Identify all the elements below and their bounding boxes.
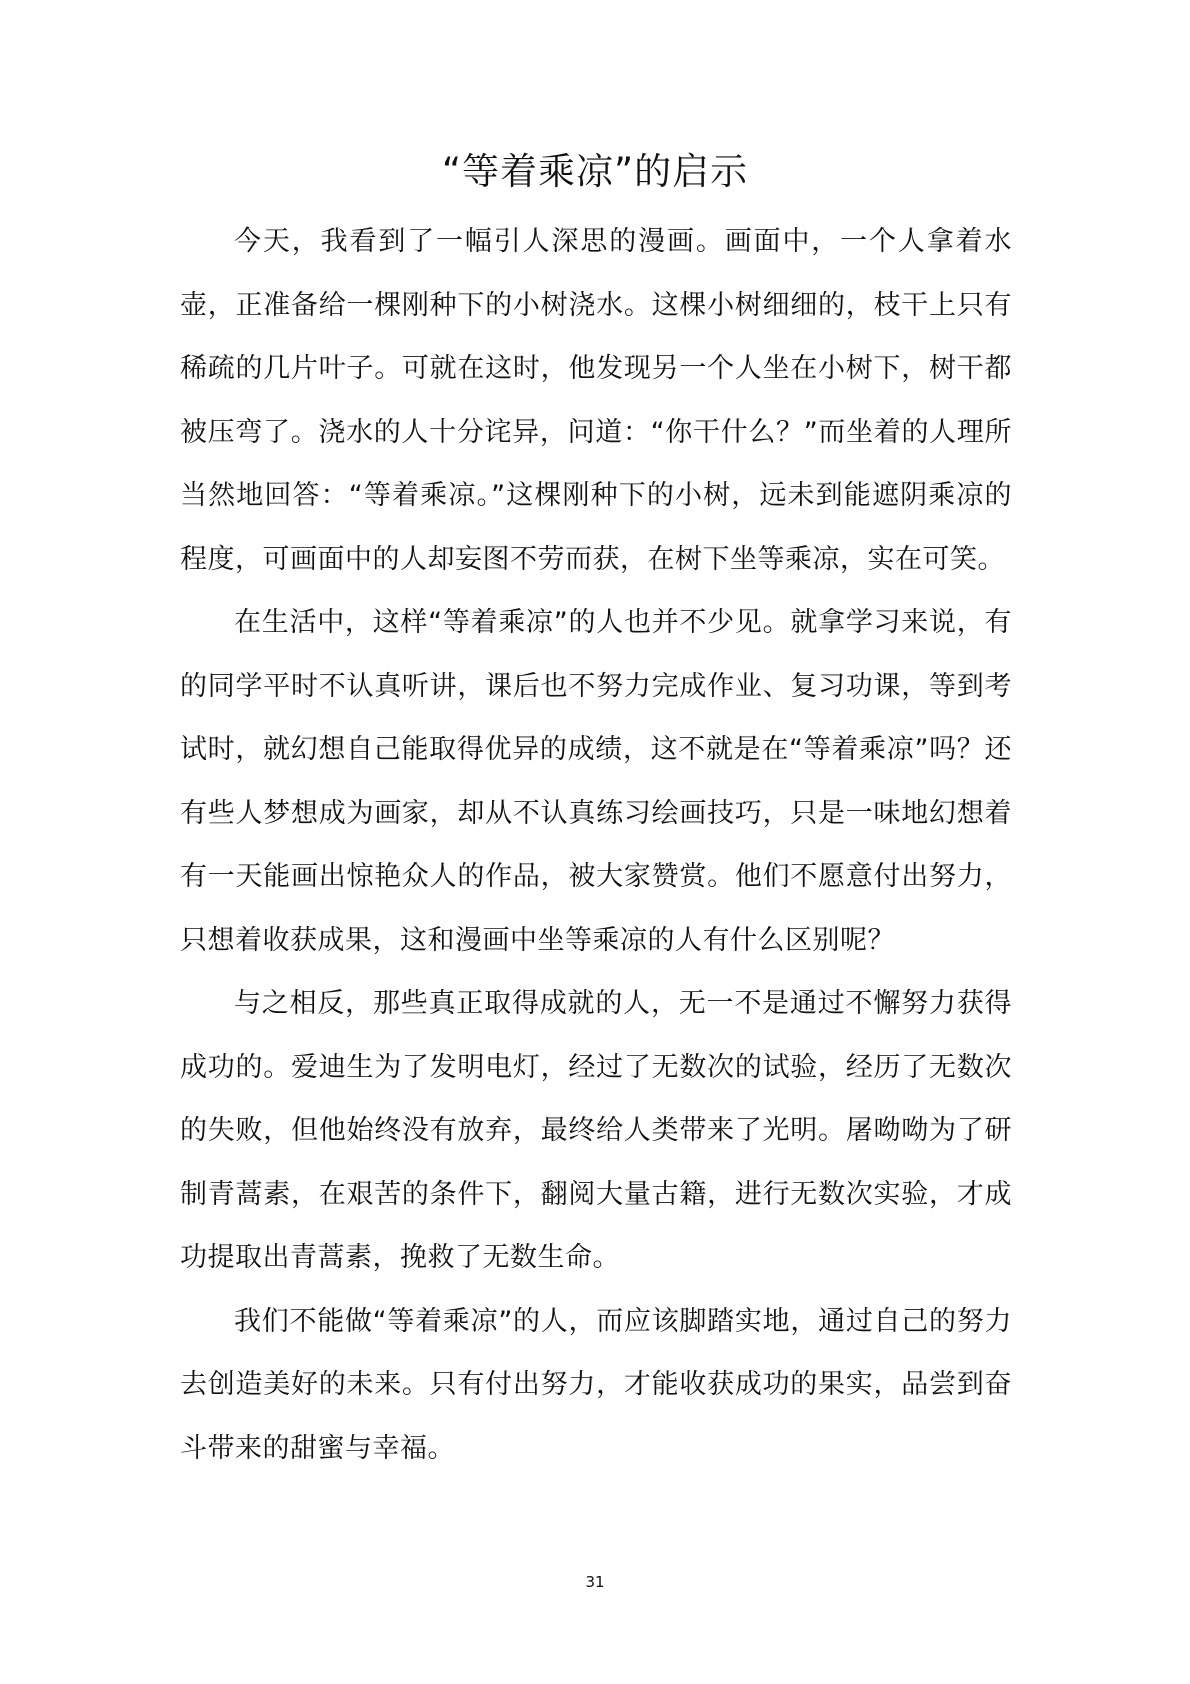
paragraph-3: 与之相反，那些真正取得成就的人，无一不是通过不懈努力获得成功的。爱迪生为了发明电灯，经过了无数次的试验，经历了无数次的失败，但他始终没有放弃，最终给人类带来了光明。屠呦呦为了研制青蒿素，在艰苦的条件下，翻阅大量古籍，进行无数次实验，才成功提取出青蒿素，挽救了无数生命。 xyxy=(180,988,1012,1273)
paragraph-4: 我们不能做“等着乘凉”的人，而应该脚踏实地，通过自己的努力去创造美好的未来。只有付出努力，才能收获成功的果实，品尝到奋斗带来的甜蜜与幸福。 xyxy=(180,1305,1012,1464)
paragraph-1: 今天，我看到了一幅引人深思的漫画。画面中，一个人拿着水壶，正准备给一棵刚种下的小树浇水。这棵小树细细的，枝干上只有稀疏的几片叶子。可就在这时，他发现另一个人坐在小树下，树干都被压弯了。浇水的人十分诧异，问道：“你干什么？”而坐着的人理所当然地回答：“等着乘凉。”这棵刚种下的小树，远未到能遮阴乘凉的程度，可画面中的人却妄图不劳而获，在树下坐等乘凉，实在可笑。 xyxy=(180,226,1012,575)
essay-title: “等着乘凉”的启示 xyxy=(441,150,749,193)
page-number: 31 xyxy=(585,1573,605,1591)
paragraph-2: 在生活中，这样“等着乘凉”的人也并不少见。就拿学习来说，有的同学平时不认真听讲，课后也不努力完成作业、复习功课，等到考试时，就幻想自己能取得优异的成绩，这不就是在“等着乘凉”吗？还有些人梦想成为画家，却从不认真练习绘画技巧，只是一味地幻想着有一天能画出惊艳众人的作品，被大家赞赏。他们不愿意付出努力，只想着收获成果，这和漫画中坐等乘凉的人有什么区别呢？ xyxy=(180,607,1012,956)
essay-body xyxy=(180,210,1012,1480)
